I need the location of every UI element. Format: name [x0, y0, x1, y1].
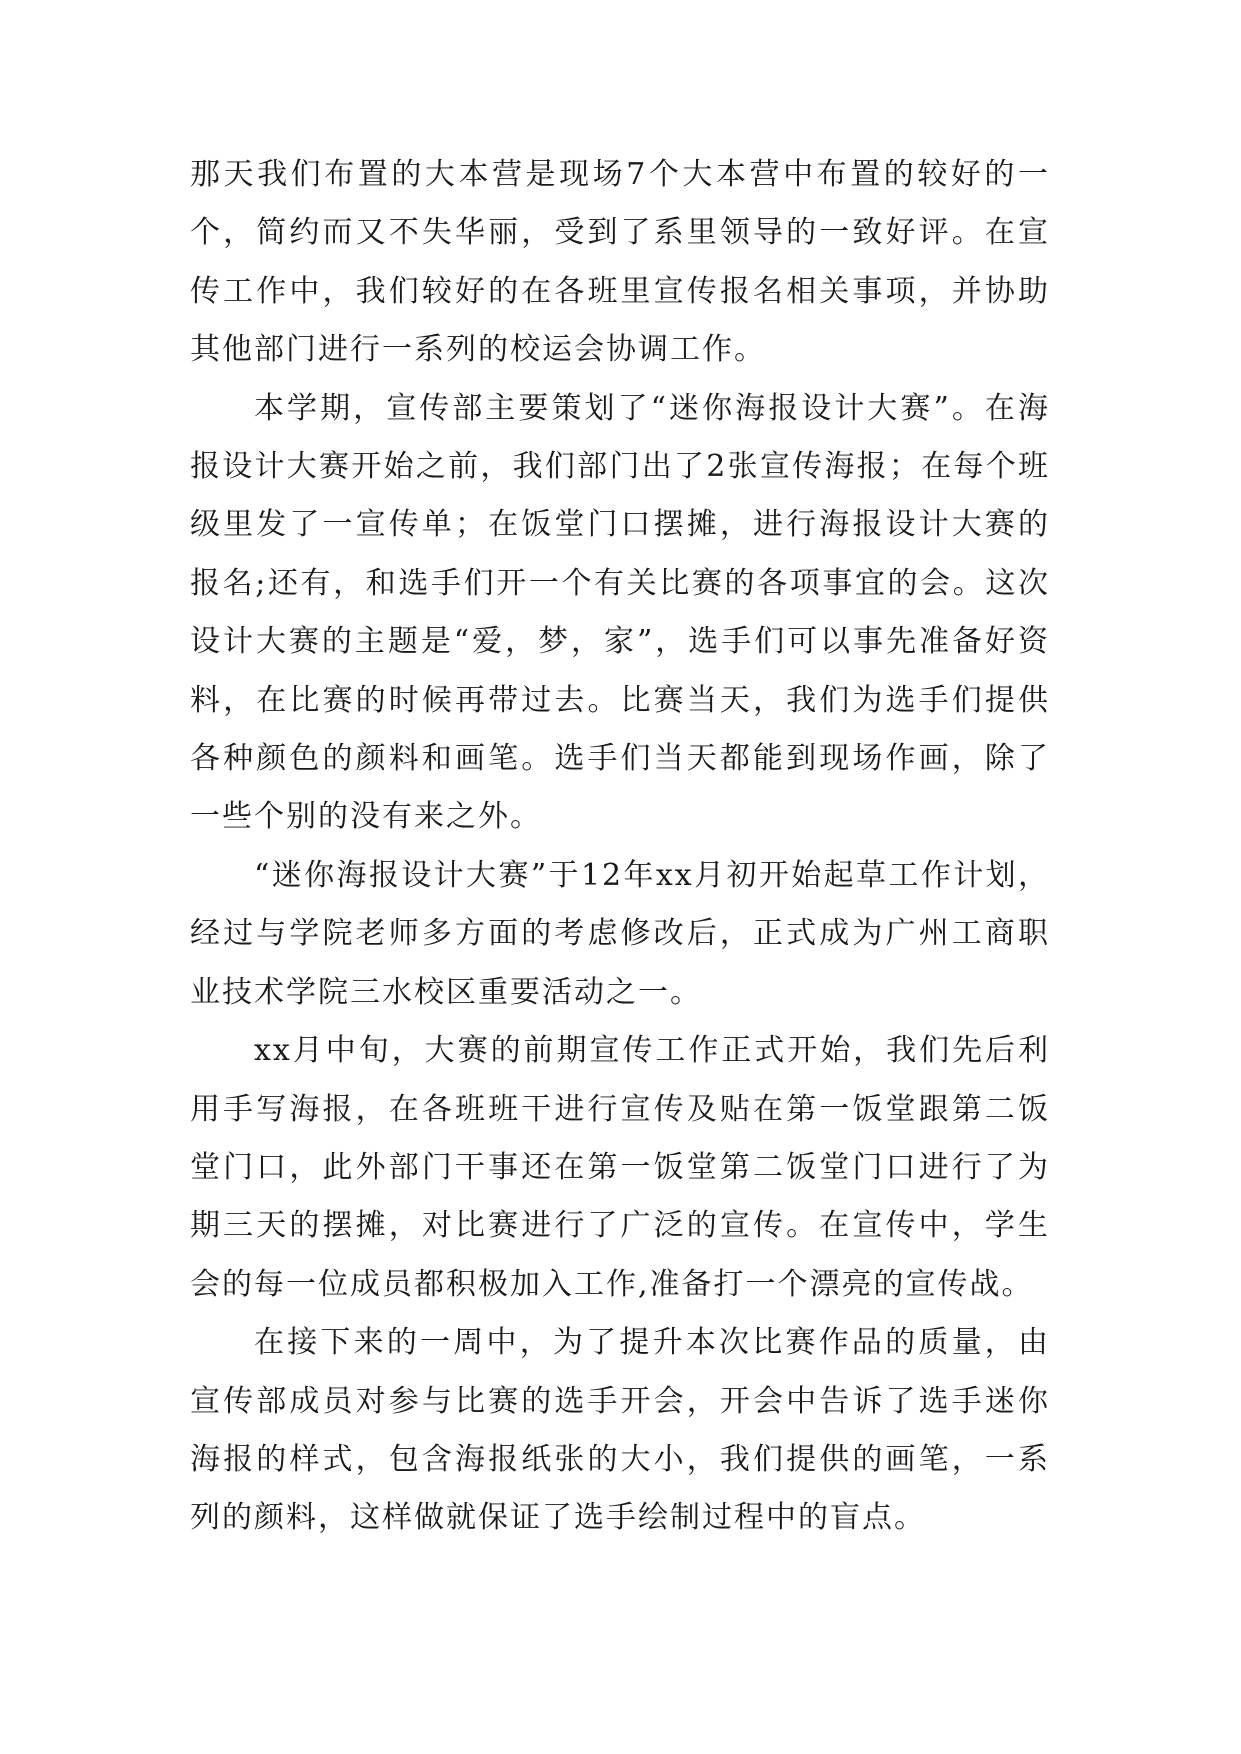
- paragraph-2: 本学期，宣传部主要策划了“迷你海报设计大赛”。在海报设计大赛开始之前，我们部门出了2张宣传海报；在每个班级里发了一宣传单；在饭堂门口摆摊，进行海报设计大赛的报名;还有，和选手们开一个有关比赛的各项事宜的会。这次设计大赛的主题是“爱，梦，家”，选手们可以事先准备好资料，在比赛的时候再带过去。比赛当天，我们为选手们提供各种颜色的颜料和画笔。选手们当天都能到现场作画，除了一些个别的没有来之外。: [190, 390, 1050, 835]
- paragraph-1: 那天我们布置的大本营是现场7个大本营中布置的较好的一个，简约而又不失华丽，受到了系里领导的一致好评。在宣传工作中，我们较好的在各班里宣传报名相关事项，并协助其他部门进行一系列的校运会协调工作。: [190, 157, 1050, 368]
- paragraph-5: 在接下来的一周中，为了提升本次比赛作品的质量，由宣传部成员对参与比赛的选手开会，开会中告诉了选手迷你海报的样式，包含海报纸张的大小，我们提供的画笔，一系列的颜料，这样做就保证了选手绘制过程中的盲点。: [190, 1325, 1050, 1536]
- document-body: [190, 146, 1050, 1548]
- paragraph-4: xx月中旬，大赛的前期宣传工作正式开始，我们先后利用手写海报，在各班班干进行宣传及贴在第一饭堂跟第二饭堂门口，此外部门干事还在第一饭堂第二饭堂门口进行了为期三天的摆摊，对比赛进行了广泛的宣传。在宣传中，学生会的每一位成员都积极加入工作,准备打一个漂亮的宣传战。: [190, 1033, 1050, 1302]
- paragraph-3: “迷你海报设计大赛”于12年xx月初开始起草工作计划，经过与学院老师多方面的考虑修改后，正式成为广州工商职业技术学院三水校区重要活动之一。: [190, 857, 1050, 1010]
